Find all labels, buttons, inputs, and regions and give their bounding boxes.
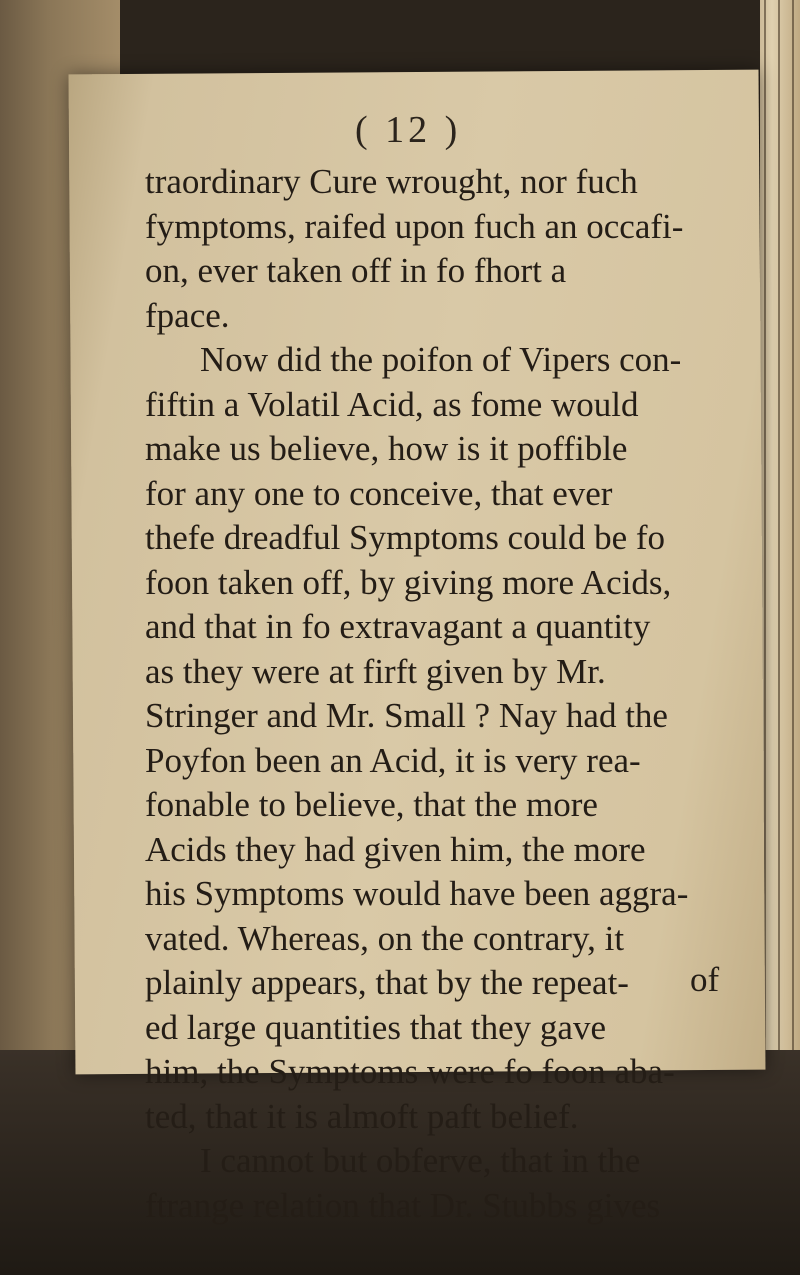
paragraph-2 xyxy=(145,338,745,1139)
text-line: fymptoms, raifed upon fuch an occafi- xyxy=(145,206,684,246)
text-line: make us believe, how is it poffible xyxy=(145,429,628,468)
text-line: I cannot but obferve, that in the xyxy=(200,1141,641,1180)
catchword: of xyxy=(690,960,720,999)
text-line: ted, that it is almoft paft belief. xyxy=(145,1096,579,1136)
text-line: his Symptoms would have been aggra- xyxy=(145,874,689,913)
text-line: foon taken off, by giving more Acids, xyxy=(145,562,672,602)
text-line: and that in fo extravagant a quantity xyxy=(145,607,651,646)
text-line: traordinary Cure wrought, nor fuch xyxy=(145,162,638,201)
text-line: Poyfon been an Acid, it is very rea- xyxy=(145,740,641,780)
text-line: fiftin a Volatil Acid, as fome would xyxy=(145,384,639,424)
text-line: thefe dreadful Symptoms could be fo xyxy=(145,518,666,557)
paragraph-1 xyxy=(145,160,745,338)
text-line: ftrange relation that Dr. Stubbs gives xyxy=(145,1185,661,1225)
text-line: ed large quantities that they gave xyxy=(145,1007,606,1047)
text-line: on, ever taken off in fo fhort a xyxy=(145,251,567,290)
text-line: vated. Whereas, on the contrary, it xyxy=(145,918,625,958)
text-line: him, the Symptoms were fo foon aba- xyxy=(145,1052,675,1091)
text-line: Acids they had given him, the more xyxy=(145,829,646,869)
text-line: as they were at firft given by Mr. xyxy=(145,651,606,691)
text-line: Now did the poifon of Vipers con- xyxy=(200,340,682,379)
text-line: fpace. xyxy=(145,295,230,335)
text-line: fonable to believe, that the more xyxy=(145,785,598,824)
paragraph-3 xyxy=(145,1139,745,1228)
body-text xyxy=(145,160,745,1228)
text-line: for any one to conceive, that ever xyxy=(145,473,613,513)
page-number: ( 12 ) xyxy=(355,109,462,151)
text-line: Stringer and Mr. Small ? Nay had the xyxy=(145,696,668,735)
text-line: plainly appears, that by the repeat- xyxy=(145,963,629,1002)
